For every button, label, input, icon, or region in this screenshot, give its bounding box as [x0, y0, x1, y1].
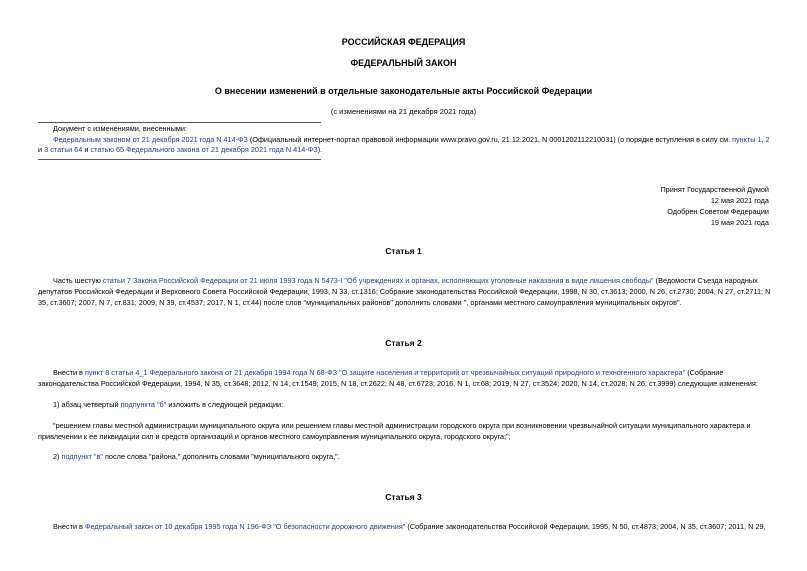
changes-line-2	[38, 145, 322, 156]
adoption-duma: Принят Государственной Думой	[660, 185, 769, 194]
changes-line-1	[53, 135, 770, 146]
amending-law-link[interactable]: Федеральным законом от 21 декабря 2021 года N 414-ФЗ	[53, 135, 248, 144]
article-1-line-3: 35, ст.3607; 2007, N 7, ст.831; 2009, N 39, ст.4537; 2017, N 1, ст.44) после слов "муниципальных районов" дополнить словами ", органами местного самоуправления муниципальных округов".	[38, 298, 682, 307]
points-1-2-link[interactable]: пункты 1, 2	[732, 135, 770, 144]
changes-line-2-mid: и	[82, 145, 91, 154]
article-2-item-2	[53, 452, 340, 463]
article-1-pre: Часть шестую	[53, 276, 103, 285]
article-3-line-1	[53, 522, 766, 533]
article-2-line-1	[53, 368, 723, 379]
article-2-pre: Внести в	[53, 368, 85, 377]
revision-note: (с изменениями на 21 декабря 2021 года)	[330, 107, 477, 116]
law-5473-link[interactable]: статьи 7 Закона Российской Федерации от 21 июля 1993 года N 5473-I "Об учреждениях и органах, исполняющих уголовные наказания в виде лишения свободы"	[102, 276, 654, 285]
item-2-end: после слова "района," дополнить словами "муниципального округа,".	[102, 452, 340, 461]
adoption-duma-date: 12 мая 2021 года	[710, 196, 769, 205]
law-type-heading: ФЕДЕРАЛЬНЫЙ ЗАКОН	[350, 58, 457, 68]
article-65-link[interactable]: статью 65 Федерального закона от 21 декабря 2021 года N 414-ФЗ	[90, 145, 318, 154]
changes-line-1-text: (Официальный интернет-портал правовой информации www.pravo.gov.ru, 21.12.2021, N 0001202112210031) (о порядке вступления в силу см.	[247, 135, 733, 144]
document-title: О внесении изменений в отдельные законодательные акты Российской Федерации	[214, 86, 593, 96]
item-1-end: изложить в следующей редакции:	[166, 400, 284, 409]
item-1-pre: 1) абзац четвертый	[53, 400, 121, 409]
adoption-council: Одобрен Советом Федерации	[667, 207, 769, 216]
law-68-fz-link[interactable]: пункт 8 статьи 4_1 Федерального закона от 21 декабря 1994 года N 68-ФЗ "О защите населения и территорий от чрезвычайных ситуаций природного и техногенного характера"	[84, 368, 686, 377]
article-2-heading: Статья 2	[385, 338, 422, 348]
article-1-heading: Статья 1	[385, 246, 422, 256]
changes-line-2-pre: и	[38, 145, 45, 154]
article-2-end: (Собрание	[685, 368, 724, 377]
article-2-line-2: законодательства Российской Федерации, 1994, N 35, ст.3648; 2012, N 14, ст.1549; 2015, N 18, ст.2622; N 48, ст.6723; 2016, N 1, ст.68; 2019, N 27, ст.3524; 2020, N 14, ст.2028; N 26, ст.3999) следующие изменения:	[38, 379, 758, 388]
article-1-line-2: депутатов Российской Федерации и Верховного Совета Российской Федерации, 1993, N 33, ст.1316; Собрание законодательства Российской Федерации, 1998, N 30, ст.3613; 2000, N 26, ст.2730; 2004, N 27, ст.2711; N	[38, 287, 771, 296]
changes-line-2-end: ).	[317, 145, 323, 154]
article-3-pre: Внести в	[53, 522, 85, 531]
article-64-link[interactable]: 3 статьи 64	[44, 145, 83, 154]
law-196-fz-link[interactable]: Федеральный закон от 10 декабря 1995 года N 196-ФЗ "О безопасности дорожного движения"	[84, 522, 406, 531]
article-3-heading: Статья 3	[385, 492, 422, 502]
article-2-quote-2: привлечении к ее ликвидации сил и средств организаций и органов местного самоуправления муниципального округа, городского округа;";	[38, 432, 511, 441]
article-1-end: (Ведомости Съезда народных	[653, 276, 758, 285]
article-2-quote-1: "решением главы местной администрации муниципального округа или решением главы местной администрации городского округа при возникновении чрезвычайной ситуации муниципального характера и	[53, 421, 751, 430]
changes-intro: Документ с изменениями, внесенными:	[53, 124, 187, 133]
article-3-end: (Собрание законодательства Российской Федерации, 1995, N 50, ст.4873; 2004, N 35, ст.3607; 2011, N 29,	[405, 522, 766, 531]
subpoint-b-link[interactable]: подпункта "б"	[120, 400, 167, 409]
adoption-council-date: 19 мая 2021 года	[710, 218, 769, 227]
subpoint-v-link[interactable]: подпункт "в"	[61, 452, 103, 461]
article-2-item-1	[53, 400, 283, 411]
item-2-pre: 2)	[53, 452, 62, 461]
country-heading: РОССИЙСКАЯ ФЕДЕРАЦИЯ	[341, 37, 466, 47]
article-1-line-1	[53, 276, 758, 287]
changes-divider-bottom	[38, 159, 321, 160]
changes-divider-top	[38, 122, 321, 123]
